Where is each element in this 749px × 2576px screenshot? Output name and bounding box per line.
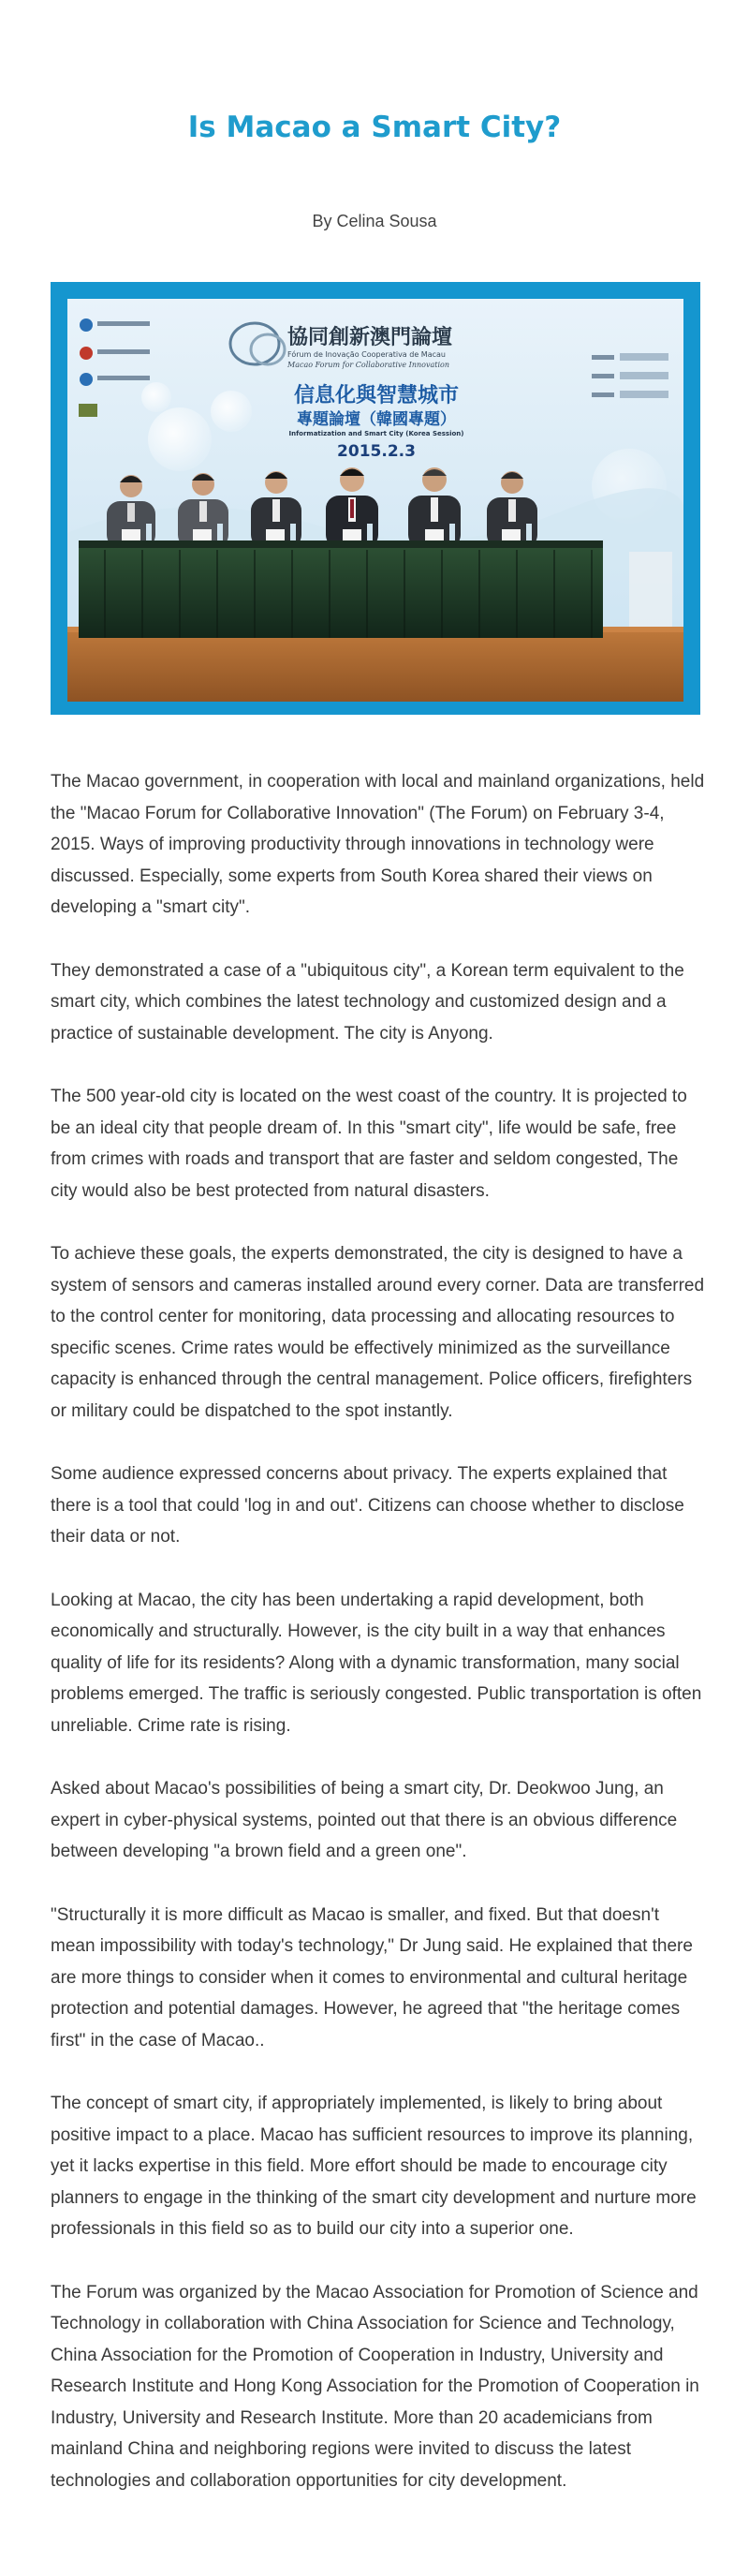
article-byline: By Celina Sousa — [312, 212, 437, 230]
article-paragraph: "Structurally it is more difficult as Macao is smaller, and fixed. But that doesn't mean impossibility with today's technology," Dr Jung said. He explained that there are more things to consider when it comes to environmental and cultural heritage protection and potential damages. However, he agreed that "the heritage comes first" in the case of Macao.. — [51, 1904, 693, 2050]
banner-title-pt: Fórum de Inovação Cooperativa de Macau — [287, 350, 446, 359]
article-paragraph: The Forum was organized by the Macao Association for Promotion of Science and Technology in collaboration with China Association for Science and Technology, China Association for the Promotion of Cooperation in Industry, University and Research Institute and Hong Kong Association for the Promotion of Cooperation in Industry, University and Research Institute. More than 20 academicians from mainland China and neighboring regions were invited to discuss the latest technologies and collaboration opportunities for city development. — [51, 2282, 699, 2491]
banner-session-en: Informatization and Smart City (Korea Session) — [288, 430, 464, 437]
banner-date: 2015.2.3 — [337, 442, 416, 461]
article-paragraph: The concept of smart city, if appropriately implemented, is likely to bring about positive impact to a place. Macao has sufficient resources to improve its planning, yet it lacks expertise in this field. More effort should be made to encourage city planners to engage in the thinking of the smart city development and nurture more professionals in this field so as to build our city into a superior one. — [51, 2094, 697, 2239]
tablecloth — [79, 548, 603, 638]
backdrop-bubble — [211, 391, 252, 432]
forum-photo-image — [67, 299, 683, 702]
banner-subtitle-zh: 信息化與智慧城市 — [293, 384, 460, 407]
article-paragraph: The Macao government, in cooperation with local and mainland organizations, held the "Macao Forum for Collaborative Innovation" (The Forum) on February 3-4, 2015. Ways of improving productivity through innovations in technology were discussed. Especially, some experts from South Korea shared their views on developing a "smart city". — [51, 772, 705, 917]
forum-photo — [51, 282, 700, 715]
backdrop-bubble — [148, 407, 212, 471]
banner-session-zh: 專題論壇（韓國專題） — [297, 410, 456, 429]
article-paragraph: The 500 year-old city is located on the west coast of the country. It is projected to be an ideal city that people dream of. In this "smart city", life would be safe, free from crimes with roads and transport that are faster and seldom congested, The city would also be best protected from natural disasters. — [51, 1087, 687, 1201]
article-title: Is Macao a Smart City? — [187, 111, 562, 144]
backdrop-bubble — [141, 382, 171, 412]
banner-title-en: Macao Forum for Collaborative Innovation — [287, 361, 449, 369]
article-paragraph: Asked about Macao's possibilities of being a smart city, Dr. Deokwoo Jung, an expert in cyber-physical systems, pointed out that there is an obvious difference between developing "a brown field and a green one". — [51, 1779, 678, 1861]
article-paragraph: Some audience expressed concerns about privacy. The experts explained that there is a tool that could 'log in and out'. Citizens can choose whether to disclose their data or not. — [51, 1464, 684, 1547]
article-paragraph: They demonstrated a case of a "ubiquitous city", a Korean term equivalent to the smart city, which combines the latest technology and customized design and a practice of sustainable development. The city is Anyong. — [51, 960, 684, 1044]
article-body — [51, 766, 706, 2528]
article-paragraph: Looking at Macao, the city has been undertaking a rapid development, both economically and structurally. However, is the city built in a way that enhances quality of life for its residents? Along with a dynamic transformation, many social problems emerged. The traffic is seriously congested. Public transportation is often unreliable. Crime rate is rising. — [51, 1590, 702, 1736]
banner-title-zh: 協同創新澳門論壇 — [287, 325, 453, 349]
article-paragraph: To achieve these goals, the experts demonstrated, the city is designed to have a system of sensors and cameras installed around every corner. Data are transferred to the control center for monitoring, data processing and allocating resources to specific scenes. Crime rates would be effectively minimized as the surveillance capacity is enhanced through the central management. Police officers, firefighters or military could be dispatched to the spot instantly. — [51, 1244, 705, 1421]
